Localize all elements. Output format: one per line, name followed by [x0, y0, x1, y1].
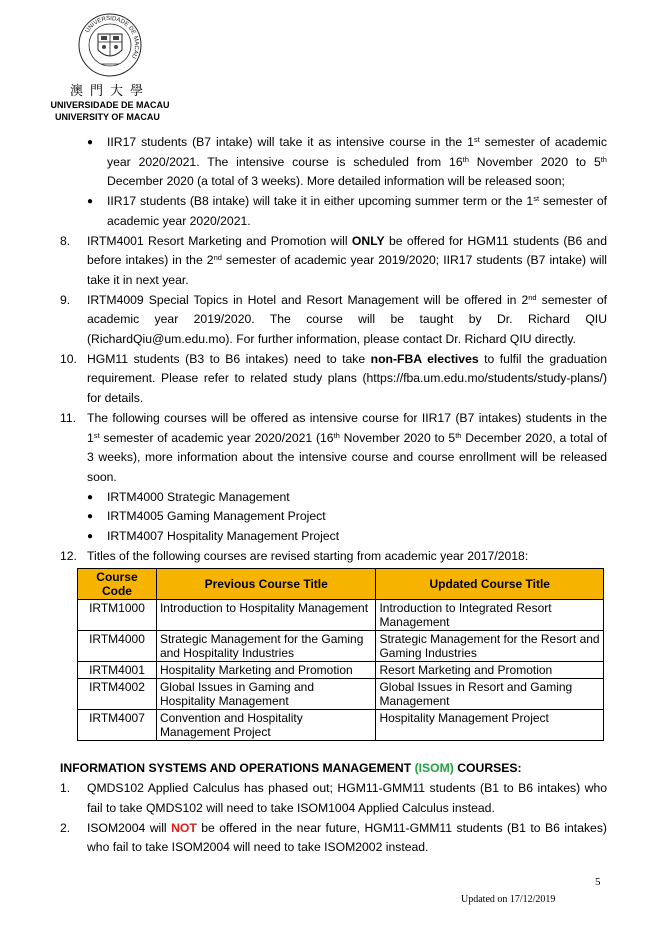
university-name-portuguese: UNIVERSIDADE DE MACAU [50, 100, 170, 110]
course-code-cell: IRTM4002 [78, 679, 157, 710]
course-code-cell: IRTM1000 [78, 600, 157, 631]
list-item-8: 8. IRTM4001 Resort Marketing and Promotion will ONLY be offered for HGM11 students (B6 and before intakes) in the 2nd semester of academic year 2019/2020; IIR17 students (B7 intake) will take it in next year. [60, 233, 608, 287]
university-name-chinese: 澳門大學 [69, 84, 150, 99]
university-seal-icon [77, 12, 143, 78]
bullet-icon: ● [87, 531, 94, 543]
bullet-icon: ● [87, 196, 94, 208]
table-row [78, 600, 604, 631]
list-item-bullet: ● IRTM4007 Hospitality Management Project [60, 527, 607, 547]
bullet-icon: ● [87, 511, 94, 523]
seal-ring-text: UNIVERSIDADE DE MACAU [84, 15, 140, 60]
previous-title-cell: Strategic Management for the Gaming and Hospitality Industries [156, 631, 376, 662]
table-row [78, 662, 604, 679]
list-item-10: 10. HGM11 students (B3 to B6 intakes) need to take non-FBA electives to fulfil the graduation requirement. Please refer to related study plans (https://fba.um.edu.mo/students/study-plans/) for details. [60, 351, 607, 406]
list-item-bullet: ● IRTM4000 Strategic Management [60, 488, 607, 508]
table-row [78, 679, 604, 710]
list-item-isom-1: 1. QMDS102 Applied Calculus has phased out; HGM11-GMM11 students (B1 to B6 intakes) who fail to take QMDS102 will need to take ISOM1004 Applied Calculus instead. [60, 781, 607, 815]
updated-title-cell: Global Issues in Resort and Gaming Management [376, 679, 604, 710]
updated-date: Updated on 17/12/2019 [461, 894, 556, 905]
column-header-updated: Updated Course Title [376, 569, 604, 600]
page-number: 5 [595, 876, 601, 888]
section-heading-isom: INFORMATION SYSTEMS AND OPERATIONS MANAGEMENT (ISOM) COURSES: [60, 761, 522, 776]
column-header-previous: Previous Course Title [156, 569, 376, 600]
course-code-cell: IRTM4000 [78, 631, 157, 662]
list-item-bullet-b7: ● IIR17 students (B7 intake) will take it as intensive course in the 1st semester of academic year 2020/2021. The intensive course is scheduled from 16th November 2020 to 5th December 2020 (a total of 3 weeks). More detailed information will be released soon; [87, 135, 607, 189]
list-item-11: 11. The following courses will be offered as intensive course for IIR17 (B7 intakes) students in the 1st semester of academic year 2020/2021 (16th November 2020 to 5th December 2020, a total of 3 weeks), more information about the intensive course and course enrollment will be released soon. [60, 410, 607, 484]
table-header-row [78, 569, 604, 600]
course-code-cell: IRTM4001 [78, 662, 157, 679]
list-item-isom-2: 2. ISOM2004 will NOT be offered in the near future, HGM11-GMM11 students (B1 to B6 intakes) who fail to take ISOM2004 will need to take ISOM2002 instead. [60, 820, 607, 855]
previous-title-cell: Convention and Hospitality Management Project [156, 710, 376, 741]
table-row [78, 710, 604, 741]
document-body [60, 133, 607, 858]
bullet-icon: ● [87, 137, 94, 148]
course-code-cell: IRTM4007 [78, 710, 157, 741]
previous-title-cell: Global Issues in Gaming and Hospitality Management [156, 679, 376, 710]
column-header-code: Course Code [78, 569, 157, 600]
list-item-bullet: ● IRTM4005 Gaming Management Project [60, 507, 607, 527]
list-item-bullet-b8: ● IIR17 students (B8 intake) will take it in either upcoming summer term or the 1st semester of academic year 2020/2021. [87, 194, 607, 228]
list-item-12: 12. Titles of the following courses are revised starting from academic year 2017/2018: [60, 548, 529, 563]
table-row [78, 631, 604, 662]
list-item-9: 9. IRTM4009 Special Topics in Hotel and Resort Management will be offered in 2nd semester of academic year 2019/2020. The course will be taught by Dr. Richard QIU (RichardQiu@um.edu.mo). For further information, please contact Dr. Richard QIU directly. [60, 292, 607, 347]
updated-title-cell: Resort Marketing and Promotion [376, 662, 604, 679]
course-title-table [77, 568, 604, 741]
previous-title-cell: Introduction to Hospitality Management [156, 600, 376, 631]
bullet-icon: ● [87, 491, 94, 503]
updated-title-cell: Hospitality Management Project [376, 710, 604, 741]
previous-title-cell: Hospitality Marketing and Promotion [156, 662, 376, 679]
updated-title-cell: Strategic Management for the Resort and Gaming Industries [376, 631, 604, 662]
university-logo [50, 12, 170, 123]
university-name-english: UNIVERSITY OF MACAU [55, 112, 160, 122]
updated-title-cell: Introduction to Integrated Resort Management [376, 600, 604, 631]
